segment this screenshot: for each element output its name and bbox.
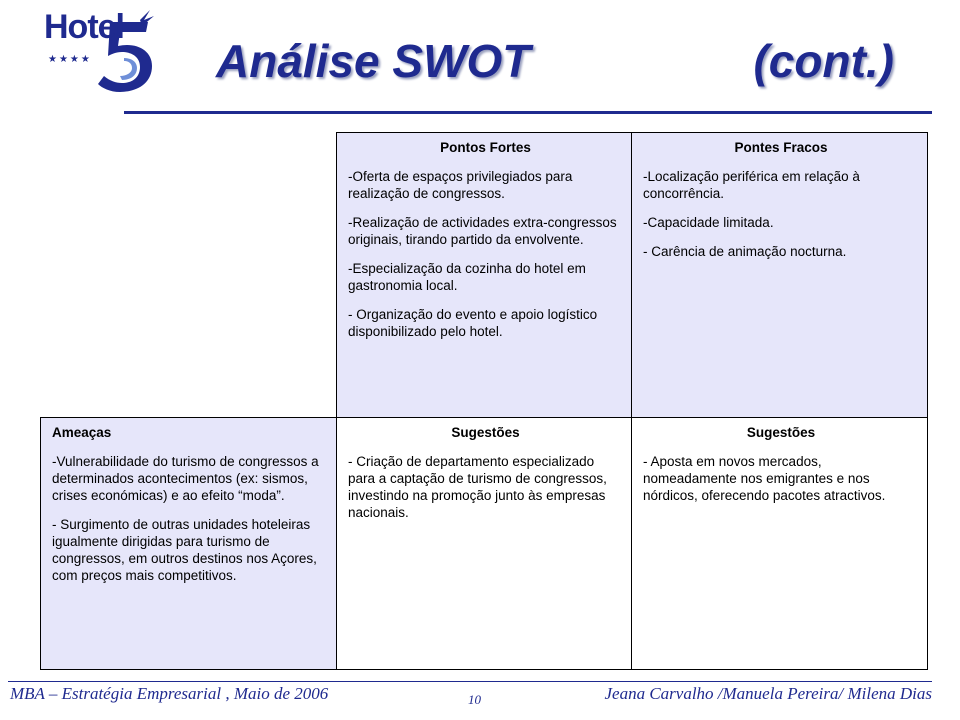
title-main: Análise SWOT xyxy=(216,35,531,87)
title-divider xyxy=(124,111,932,114)
suggestion-item: - Criação de departamento especializado para a captação de turismo de congressos, investindo na promoção junto às empresas nacionais. xyxy=(348,454,607,520)
footer-authors: Jeana Carvalho /Manuela Pereira/ Milena Dias xyxy=(604,684,932,703)
threats-heading: Ameaças xyxy=(52,425,112,440)
weakness-item: -Capacidade limitada. xyxy=(643,215,774,230)
weakness-item: - Carência de animação nocturna. xyxy=(643,244,847,259)
suggestions-weaknesses-cell xyxy=(631,417,928,670)
footer-course: MBA – Estratégia Empresarial , Maio de 2006 xyxy=(10,684,329,703)
page-number: 10 xyxy=(468,692,481,707)
threat-item: - Surgimento de outras unidades hoteleiras igualmente dirigidas para turismo de congressos, em outros destinos nos Açores, com preços mais competitivos. xyxy=(52,517,317,583)
weaknesses-heading: Pontes Fracos xyxy=(734,140,828,155)
strength-item: -Oferta de espaços privilegiados para realização de congressos. xyxy=(348,169,573,201)
weaknesses-cell xyxy=(631,132,928,418)
suggestions-strengths-cell xyxy=(336,417,632,670)
suggestions-heading: Sugestões xyxy=(746,425,816,440)
footer-divider xyxy=(8,681,932,682)
logo-text: Hotel xyxy=(44,8,124,46)
suggestion-item: - Aposta em novos mercados, nomeadamente nos emigrantes e nos nórdicos, oferecendo pacotes atractivos. xyxy=(643,454,886,503)
threat-item: -Vulnerabilidade do turismo de congressos a determinados acontecimentos (ex: sismos, crises económicas) e ao efeito “moda”. xyxy=(52,454,319,503)
strength-item: - Organização do evento e apoio logístico disponibilizado pelo hotel. xyxy=(348,307,598,339)
strength-item: -Realização de actividades extra-congressos originais, tirando partido da envolvente. xyxy=(348,215,617,247)
page-title xyxy=(216,26,906,96)
weakness-item: -Localização periférica em relação à concorrência. xyxy=(643,169,860,201)
suggestions-heading: Sugestões xyxy=(451,425,520,440)
strengths-heading: Pontos Fortes xyxy=(440,140,531,155)
matrix-corner xyxy=(40,132,336,418)
threats-cell xyxy=(40,417,337,670)
strengths-cell xyxy=(336,132,632,418)
hotel-logo xyxy=(40,6,158,94)
logo-stars: ★★★★ xyxy=(48,54,92,65)
title-suffix: (cont.) xyxy=(753,35,894,87)
strength-item: -Especialização da cozinha do hotel em gastronomia local. xyxy=(348,261,586,293)
